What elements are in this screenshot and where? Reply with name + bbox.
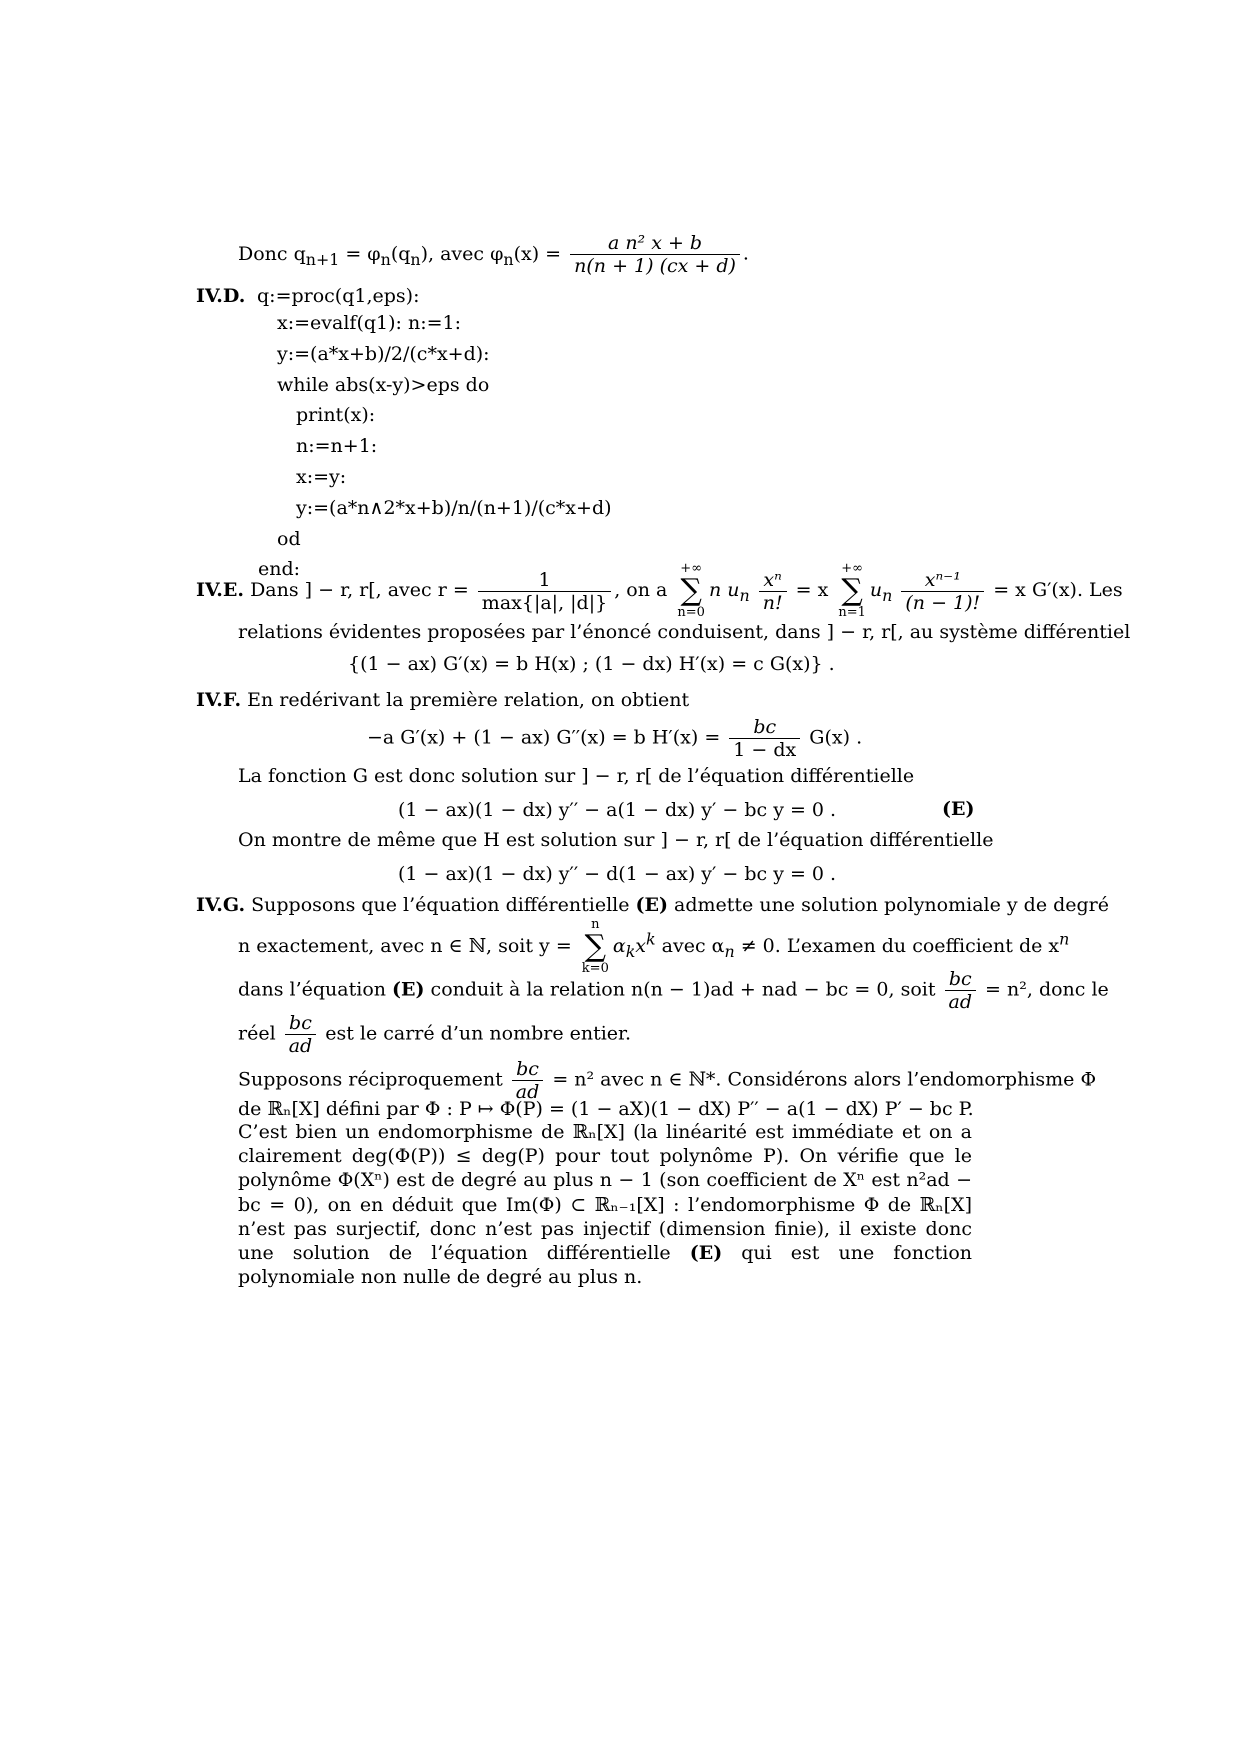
ivg-line-3: dans l’équation (E) conduit à la relation n(n − 1)ad + nad − bc = 0, soit $\frac{bc}{ad}$ = n², donc le: [238, 968, 1109, 1013]
code-line-0: q:=proc(q1,eps):: [257, 285, 420, 307]
code-line-1: x:=evalf(q1): n:=1:: [277, 312, 462, 334]
section-label-ivf: IV.F.: [196, 689, 242, 711]
ivf-equation-1: −a G′(x) + (1 − ax) G′′(x) = b H′(x) = $\frac{bc}{1 - dx}$ G(x) .: [367, 716, 863, 761]
recurrence-line: Donc $q_{n+1} = \varphi_n(q_n)$, avec $\varphi_n(x)$ = $\frac{\text{a n² x + b}}{n(n + 1) (cx + d)}$ .: [238, 232, 749, 277]
ivf-line-3: On montre de même que H est solution sur ] − r, r[ de l’équation différentielle: [238, 829, 994, 851]
ivg-line-6: de ℝₙ[X] défini par Φ : P ↦ Φ(P) = (1 − aX)(1 − dX) P′′ − a(1 − dX) P′ − bc P.: [238, 1098, 974, 1120]
code-line-9: end:: [258, 558, 301, 581]
ivf-line-1: IV.F. En redérivant la première relation, on obtient: [196, 689, 690, 711]
bc-over-ad-1: $\frac{bc}{ad}$: [945, 968, 977, 1013]
ivg-line-5: Supposons réciproquement $\frac{bc}{ad}$ = n² avec n ∈ ℕ*. Considérons alors l’endomorphisme Φ: [238, 1058, 1097, 1103]
ivg-line-4: réel $\frac{bc}{ad}$ est le carré d’un nombre entier.: [238, 1012, 632, 1057]
code-block: [258, 308, 612, 585]
ivg-line-1: IV.G. Supposons que l’équation différentielle (E) admette une solution polynomiale y de degré: [196, 894, 1110, 916]
r-fraction: $\frac{1}{\max\{|a|, |d|\}}$: [478, 569, 611, 614]
section-label-ivd: IV.D.: [196, 285, 246, 307]
bc-over-1-dx: $\frac{bc}{1 - dx}$: [729, 716, 800, 761]
sum-symbol-3: n ∑ k=0: [581, 917, 609, 976]
bc-over-ad-3: $\frac{bc}{ad}$: [512, 1058, 544, 1103]
code-line-7: y:=(a*n∧2*x+b)/n/(n+1)/(c*x+d): [296, 496, 612, 519]
recurrence-text: Donc $q_{n+1} = \varphi_n(q_n)$, avec $\varphi_n(x)$ =: [238, 242, 568, 269]
ive-line-1: IV.E. Dans ] − r, r[, avec r = $\frac{1}{\max\{|a|, |d|\}}$ , on a +∞ ∑ n=0 n $u_n$ $\frac{\text{xⁿ}}{n!}$ = x +∞ ∑ n=1 $u_n$ $\frac{\text{xⁿ⁻¹}}{(n - 1)!}$ = x G′(x). Les: [196, 561, 1123, 620]
code-line-5: n:=n+1:: [296, 435, 378, 458]
ive-line-2: relations évidentes proposées par l’énoncé conduisent, dans ] − r, r[, au système différentiel: [238, 621, 1131, 643]
xn1-fraction: $\frac{\text{xⁿ⁻¹}}{(n - 1)!}$: [901, 569, 984, 614]
code-line-4: print(x):: [296, 404, 376, 427]
section-label-ivg: IV.G.: [196, 894, 246, 916]
sum-symbol-2: +∞ ∑ n=1: [838, 561, 866, 620]
ivg-final-paragraph: C’est bien un endomorphisme de ℝₙ[X] (la linéarité est immédiate et on a clairement deg(Φ(P)) ≤ deg(P) pour tout polynôme P). On vérifie que le polynôme Φ(Xⁿ) est de degré au plus n − 1 (son coefficient de Xⁿ est n²ad − bc = 0), on en déduit que Im(Φ) ⊂ ℝₙ₋₁[X] : l’endomorphisme Φ de ℝₙ[X] n’est pas surjectif, donc n’est pas injectif (dimension finie), il existe donc une solution de l’équation différentielle (E) qui est une fonction polynomiale non nulle de degré au plus n.: [238, 1121, 973, 1289]
phi-fraction: $\frac{\text{a n² x + b}}{n(n + 1) (cx + d)}$: [570, 232, 740, 277]
equation-E: (1 − ax)(1 − dx) y′′ − a(1 − dx) y′ − bc y = 0 .: [398, 799, 837, 821]
bc-over-ad-2: $\frac{bc}{ad}$: [285, 1012, 317, 1057]
ivf-line-2: La fonction G est donc solution sur ] − r, r[ de l’équation différentielle: [238, 765, 915, 787]
section-label-ive: IV.E.: [196, 579, 245, 601]
code-line-2: y:=(a*x+b)/2/(c*x+d):: [277, 342, 490, 365]
ivg-line-2: n exactement, avec n ∈ ℕ, soit y = n ∑ k=0 $\alpha_kx^k$ avec $\alpha_n \ne 0$. L’examen du coefficient de $x^n$: [238, 917, 1070, 976]
equation-E-tag: (E): [942, 798, 975, 820]
xn-fraction: $\frac{\text{xⁿ}}{n!}$: [759, 569, 787, 614]
sum-symbol-1: +∞ ∑ n=0: [677, 561, 705, 620]
equation-H: (1 − ax)(1 − dx) y′′ − d(1 − ax) y′ − bc y = 0 .: [398, 863, 837, 885]
code-line-3: while abs(x-y)>eps do: [277, 373, 490, 396]
code-line-8: od: [277, 527, 301, 550]
code-line-6: x:=y:: [296, 465, 347, 488]
ive-system: {(1 − ax) G′(x) = b H(x) ; (1 − dx) H′(x) = c G(x)} .: [348, 653, 835, 675]
